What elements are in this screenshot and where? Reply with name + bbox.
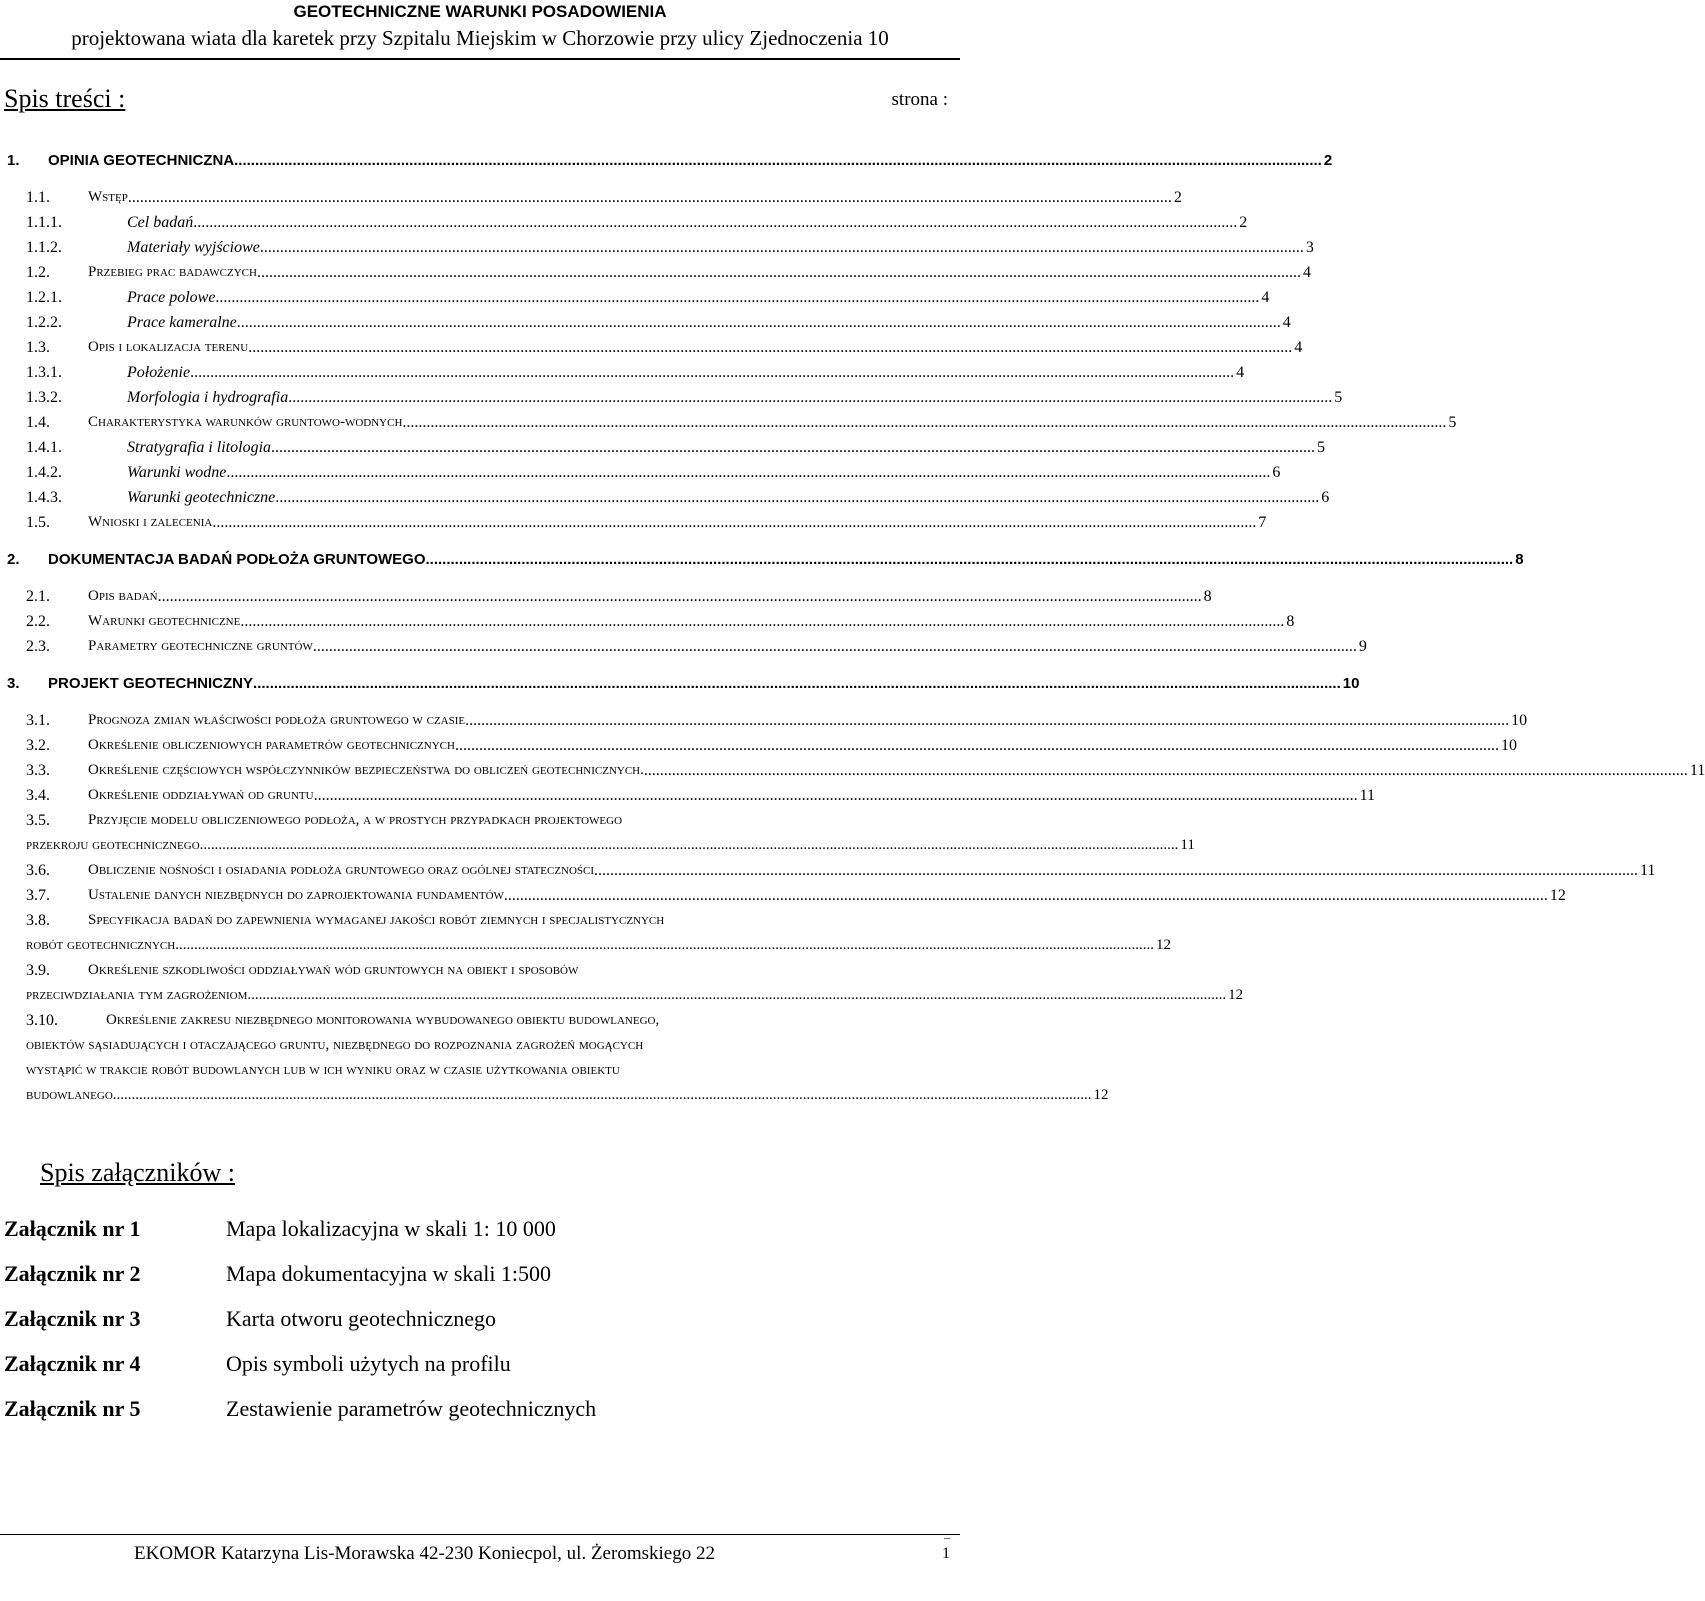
toc-leader xyxy=(594,858,1638,883)
toc-leader xyxy=(237,310,1281,335)
toc-leader xyxy=(257,260,1301,285)
toc-entry-number: 3.7. xyxy=(26,887,50,904)
toc-entry-text: OPINIA GEOTECHNICZNA xyxy=(48,152,235,169)
toc-entry-number: 1.1.1. xyxy=(26,214,62,231)
toc-entry-text: DOKUMENTACJA BADAŃ PODŁOŻA GRUNTOWEGO xyxy=(48,551,426,568)
toc-title: Spis treści : xyxy=(4,84,126,113)
toc-entry[interactable] xyxy=(26,708,1528,733)
toc-entry-text: Wstęp xyxy=(88,189,128,205)
toc-entry[interactable] xyxy=(0,148,1333,173)
toc-entry-number: 3. xyxy=(7,675,20,692)
toc-entry[interactable] xyxy=(26,385,1343,410)
toc-leader xyxy=(240,609,1284,634)
toc-entry-page: 12 xyxy=(1549,887,1566,904)
toc-leader xyxy=(275,485,1319,510)
toc-entry-page: 8 xyxy=(1515,551,1524,568)
toc-entry-number: 3.9. xyxy=(26,962,50,979)
toc-entry[interactable] xyxy=(26,758,1705,783)
toc-entry[interactable] xyxy=(26,310,1291,335)
toc-entry[interactable] xyxy=(26,510,1267,535)
toc-leader xyxy=(215,285,1259,310)
toc-entry-text: Określenie oddziaływań od gruntu xyxy=(88,787,314,803)
toc-entry[interactable] xyxy=(26,808,1195,858)
footer-divider xyxy=(0,1534,960,1535)
toc-entry-text-line: Określenie zakresu niezbędnego monitorowania wybudowanego obiektu budowlanego, xyxy=(106,1012,660,1028)
toc-entry-page: 9 xyxy=(1358,638,1367,655)
header-divider xyxy=(0,58,960,60)
toc-entry-page: 4 xyxy=(1236,364,1245,381)
toc-entry-text: PROJEKT GEOTECHNICZNY xyxy=(48,675,254,692)
toc-entry-number: 1.4.2. xyxy=(26,464,62,481)
toc-entry-page: 12 xyxy=(1093,1087,1109,1103)
toc-entry[interactable] xyxy=(26,235,1314,260)
toc-leader xyxy=(113,1083,1092,1108)
toc-entry[interactable] xyxy=(26,1008,1109,1108)
toc-entry[interactable] xyxy=(26,958,1244,1008)
toc-entry-number: 2. xyxy=(7,551,20,568)
toc-entry-page: 4 xyxy=(1294,339,1303,356)
toc-leader xyxy=(314,783,1358,808)
toc-entry[interactable] xyxy=(26,883,1566,908)
toc-entry-number: 3.8. xyxy=(26,912,50,929)
toc-entry-text: Przebieg prac badawczych xyxy=(88,264,257,280)
toc-entry-text-line: Przyjęcie modelu obliczeniowego podłoża, a w prostych przypadkach projektowego xyxy=(88,812,623,828)
toc-entry-number: 3.6. xyxy=(26,862,50,879)
toc-entry-number: 1.3. xyxy=(26,339,50,356)
toc-entry-page: 10 xyxy=(1342,675,1360,692)
toc-entry[interactable] xyxy=(26,185,1182,210)
toc-leader xyxy=(175,933,1154,958)
toc-entry[interactable] xyxy=(26,460,1281,485)
attachment-description: Opis symboli użytych na profilu xyxy=(226,1351,511,1376)
toc-entry-number: 2.3. xyxy=(26,638,50,655)
toc-entry-page: 6 xyxy=(1321,489,1330,506)
toc-entry-number: 3.10. xyxy=(26,1012,58,1029)
attachment-label: Załącznik nr 5 xyxy=(4,1396,141,1421)
page-number: 1 xyxy=(942,1545,950,1562)
attachment-label: Załącznik nr 2 xyxy=(4,1261,141,1286)
toc-entry-text: Warunki geotechniczne xyxy=(88,613,241,629)
toc-entry-page: 3 xyxy=(1305,239,1314,256)
toc-entry-page: 4 xyxy=(1282,314,1291,331)
toc-entry-text: Określenie częściowych współczynników bezpieczeństwa do obliczeń geotechnicznych. xyxy=(88,762,644,778)
attachment-description: Mapa dokumentacyjna w skali 1:500 xyxy=(226,1261,552,1286)
toc-entry[interactable] xyxy=(0,547,1524,572)
footer-company: EKOMOR Katarzyna Lis-Morawska 42-230 Koniecpol, ul. Żeromskiego 22 xyxy=(134,1543,715,1564)
toc-entry-number: 2.1. xyxy=(26,588,50,605)
toc-entry-text: Warunki geotechniczne xyxy=(127,489,276,506)
toc-entry-number: 1.4.3. xyxy=(26,489,62,506)
toc-entry-number: 1.3.1. xyxy=(26,364,62,381)
toc-entry[interactable] xyxy=(26,485,1330,510)
footer-mark: – xyxy=(944,1530,950,1544)
toc-leader xyxy=(260,235,1304,260)
toc-entry[interactable] xyxy=(26,335,1303,360)
toc-leader xyxy=(271,435,1315,460)
toc-entry-number: 1. xyxy=(7,152,20,169)
toc-entry-page: 2 xyxy=(1239,214,1248,231)
toc-entry-number: 3.5. xyxy=(26,812,50,829)
toc-leader xyxy=(455,733,1499,758)
toc-entry-text: Wnioski i zalecenia xyxy=(88,514,213,530)
toc-entry-text: Określenie obliczeniowych parametrów geotechnicznych xyxy=(88,737,455,753)
toc-entry-text: Obliczenie nośności i osiadania podłoża gruntowego oraz ogólnej stateczności xyxy=(88,862,595,878)
attachments-title: Spis załączników : xyxy=(40,1158,235,1187)
toc-leader xyxy=(193,210,1237,235)
toc-leader xyxy=(504,883,1548,908)
toc-leader xyxy=(212,510,1256,535)
toc-entry-text: Prace kameralne xyxy=(127,314,237,331)
toc-entry-text: Opis badań xyxy=(88,588,158,604)
attachment-label: Załącznik nr 4 xyxy=(4,1351,141,1376)
toc-entry[interactable] xyxy=(26,360,1245,385)
toc-entry-number: 1.5. xyxy=(26,514,50,531)
toc-entry-page: 11 xyxy=(1640,862,1656,879)
toc-entry-page: 12 xyxy=(1155,937,1171,953)
toc-entry-number: 1.3.2. xyxy=(26,389,62,406)
toc-entry-page: 7 xyxy=(1258,514,1267,531)
toc-page-column-label: strona : xyxy=(891,89,948,110)
toc-entry-page: 4 xyxy=(1302,264,1311,281)
toc-entry-number: 1.2.2. xyxy=(26,314,62,331)
toc-entry-text-line: przeciwdziałania tym zagrożeniom xyxy=(26,987,248,1003)
toc-entry-text: Materiały wyjściowe xyxy=(127,239,260,256)
toc-entry[interactable] xyxy=(26,908,1171,958)
toc-entry-number: 1.2.1. xyxy=(26,289,62,306)
toc-entry-page: 4 xyxy=(1261,289,1270,306)
table-of-contents xyxy=(0,148,1705,1108)
toc-entry[interactable] xyxy=(26,210,1248,235)
attachment-label: Załącznik nr 3 xyxy=(4,1306,141,1331)
toc-entry-number: 3.4. xyxy=(26,787,50,804)
toc-leader xyxy=(426,547,1514,572)
toc-entry[interactable] xyxy=(26,410,1457,435)
toc-entry[interactable] xyxy=(0,671,1360,696)
toc-entry-text: Stratygrafia i litologia xyxy=(127,439,272,456)
toc-leader xyxy=(226,460,1270,485)
toc-leader xyxy=(465,708,1509,733)
toc-entry-text: Charakterystyka warunków gruntowo-wodnych xyxy=(88,414,403,430)
document-header-title: GEOTECHNICZNE WARUNKI POSADOWIENIA xyxy=(293,2,667,21)
toc-leader xyxy=(402,410,1446,435)
toc-entry-number: 1.1.2. xyxy=(26,239,62,256)
attachment-label: Załącznik nr 1 xyxy=(4,1216,141,1241)
toc-entry-text: Prace polowe xyxy=(127,289,216,306)
document-header-subtitle: projektowana wiata dla karetek przy Szpitalu Miejskim w Chorzowie przy ulicy Zjednoczenia 10 xyxy=(71,26,889,50)
toc-entry-text: Morfologia i hydrografia xyxy=(127,389,289,406)
toc-entry-number: 1.2. xyxy=(26,264,50,281)
toc-entry[interactable] xyxy=(26,733,1517,758)
toc-entry-text: Prognoza zmian właściwości podłoża gruntowego w czasie xyxy=(88,712,466,728)
toc-entry-text-line: Określenie szkodliwości oddziaływań wód gruntowych na obiekt i sposobów xyxy=(88,962,579,978)
toc-entry-page: 8 xyxy=(1286,613,1295,630)
toc-entry-text: Parametry geotechniczne gruntów xyxy=(88,638,313,654)
toc-entry-page: 8 xyxy=(1203,588,1212,605)
toc-entry[interactable] xyxy=(26,783,1375,808)
toc-entry-text-line: wystąpić w trakcie robót budowlanych lub w ich wyniku oraz w czasie użytkowania obiektu xyxy=(26,1062,620,1078)
toc-leader xyxy=(248,335,1292,360)
toc-entry-page: 2 xyxy=(1323,152,1333,169)
toc-entry-text-line: budowlanego xyxy=(26,1087,113,1103)
toc-entry-text: Warunki wodne xyxy=(127,464,227,481)
toc-leader xyxy=(253,671,1341,696)
toc-entry-text: Cel badań xyxy=(127,214,194,231)
toc-leader xyxy=(313,634,1357,659)
toc-entry-number: 2.2. xyxy=(26,613,50,630)
toc-entry-page: 2 xyxy=(1173,189,1182,206)
toc-entry-page: 10 xyxy=(1500,737,1517,754)
toc-entry[interactable] xyxy=(26,609,1295,634)
toc-entry[interactable] xyxy=(26,285,1270,310)
attachment-description: Karta otworu geotechnicznego xyxy=(226,1306,496,1331)
toc-entry-text: Opis i lokalizacja terenu xyxy=(88,339,249,355)
toc-entry-number: 1.4. xyxy=(26,414,50,431)
attachment-description: Zestawienie parametrów geotechnicznych xyxy=(226,1396,597,1421)
toc-entry-number: 3.3. xyxy=(26,762,50,779)
toc-leader xyxy=(128,185,1172,210)
toc-entry-page: 11 xyxy=(1689,762,1705,779)
toc-entry-page: 11 xyxy=(1359,787,1375,804)
toc-entry-text-line: Specyfikacja badań do zapewnienia wymaganej jakości robót ziemnych i specjalistycznych xyxy=(88,912,665,928)
toc-entry-number: 3.2. xyxy=(26,737,50,754)
toc-leader xyxy=(644,758,1688,783)
toc-entry-page: 5 xyxy=(1334,389,1343,406)
toc-leader xyxy=(200,833,1179,858)
toc-entry[interactable] xyxy=(26,435,1326,460)
toc-entry-number: 1.4.1. xyxy=(26,439,62,456)
toc-entry-number: 1.1. xyxy=(26,189,50,206)
toc-leader xyxy=(247,983,1226,1008)
toc-entry-text-line: przekroju geotechnicznego xyxy=(26,837,200,853)
toc-entry-page: 12 xyxy=(1228,987,1244,1003)
toc-entry-page: 11 xyxy=(1180,837,1195,853)
toc-entry-page: 5 xyxy=(1317,439,1326,456)
toc-leader xyxy=(288,385,1332,410)
toc-entry-text: Położenie xyxy=(127,364,191,381)
toc-leader xyxy=(234,148,1322,173)
toc-entry-number: 3.1. xyxy=(26,712,50,729)
toc-entry[interactable] xyxy=(26,584,1212,609)
toc-entry-page: 10 xyxy=(1511,712,1528,729)
toc-entry[interactable] xyxy=(26,260,1311,285)
toc-entry-page: 6 xyxy=(1272,464,1281,481)
toc-entry-text-line: robót geotechnicznych xyxy=(26,937,176,953)
toc-entry[interactable] xyxy=(26,858,1656,883)
toc-entry-text: Ustalenie danych niezbędnych do zaprojektowania fundamentów xyxy=(88,887,504,903)
toc-entry[interactable] xyxy=(26,634,1367,659)
toc-leader xyxy=(190,360,1234,385)
toc-entry-text-line: obiektów sąsiadujących i otaczającego gruntu, niezbędnego do rozpoznania zagrożeń mogących xyxy=(26,1037,644,1053)
attachment-description: Mapa lokalizacyjna w skali 1: 10 000 xyxy=(226,1216,556,1241)
toc-leader xyxy=(158,584,1202,609)
toc-entry-page: 5 xyxy=(1448,414,1457,431)
